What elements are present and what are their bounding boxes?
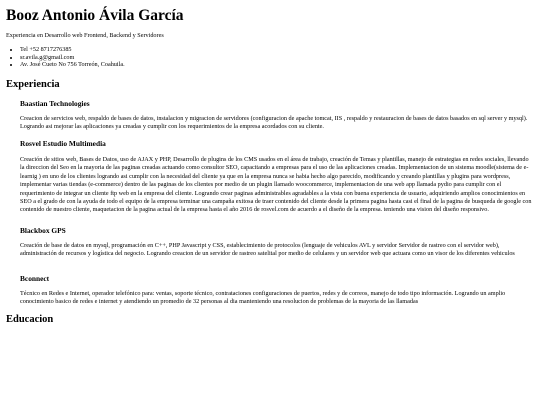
job-title-blackbox: Blackbox GPS	[20, 226, 66, 235]
contact-address: • Av. José Cueto No 756 Torreón, Coahuila.	[20, 61, 125, 69]
job-title-bconnect: Bconnect	[20, 274, 50, 283]
experience-heading: Experiencia	[6, 79, 60, 90]
job-description-rosvel: Creación de sitios web, Bases de Datos, uso de AJAX y PHP, Desarrollo de plugins de los CMS usados en el área de trabajo, creación de Temas y plantillas, manejo de estrategias en redes sociales, llevando la direccion del Seo en la mayoria de las paginas creadas actuando como consultor SEO, capacitando a empresas para el uso de las aplicaciones creadas. Implementacion de un sistema moodle(sistema de e-learnig ) en uno de los clientes logrando asi cumplir con la necesidad del cliente ya que en la empresa nunca se habia hecho algo parecido, modificando y creando plantillas y plugins para wordpress, implementar varias tiendas (e-commerce) dentro de las paginas de los clientes por medio de un plugin llamado woocommerce, implementacion de una web app llamada pydio para cumplir con el requerimiento de integrar un cliente ftp web en la empresa del cliente. Logrando crear paginas administrables agradables a la vista con buena experiencia de usuario, adquiriendo amplios conocimientos en SEO a el grado de con la ayuda de todo el equipo de la empresa terminar una campaña exitosa de traer contenido del cliente desde la primera pagina hasta casi el final de la pagina de busqueda de google con contenido de nuestro cliente, maquetacion de la pagina actual de la empresa hasta el año 2016 de rosvel.com de acuerdo a el diseño de la empresa. teniendo una vision del diseño responsivo.	[20, 156, 532, 214]
job-description-blackbox: Creación de base de datos en mysql, programación en C++, PHP Javascript y CSS, establecimiento de protocolos (lenguaje de vehiculos AVL y servidor Servidor de rastreo con el servidor web), administración de recursos y logística del negocio. Logrando creacion de un servidor de rastreo satelital por medio de celulares y un servidor web que actuara como un visor de los diferentes vehiculos	[20, 242, 515, 258]
contact-email: • sr.avila.g@gmail.com	[20, 54, 125, 62]
contact-list	[6, 46, 125, 69]
tagline: Experiencia en Desarrollo web Frontend, Backend y Servidores	[6, 32, 164, 39]
contact-phone: • Tel +52 8717276385	[20, 46, 125, 54]
page-title: Booz Antonio Ávila García	[6, 7, 184, 24]
education-heading: Educacion	[6, 314, 54, 325]
job-description-baastian: Creacion de servicios web, respaldo de bases de datos, instalacion y migracion de servidores (configuracion de apache tomcat, IIS , respaldo y restauracion de bases de datos basados en sql server y mysql). Logrando asi mejorar las aplicaciones ya creadas y cumplir con los requerimientos de la empresa acordados con su cliente.	[20, 115, 528, 131]
job-title-rosvel: Rosvel Estudio Multimedia	[20, 139, 106, 148]
job-title-baastian: Baastian Technologies	[20, 99, 90, 108]
job-description-bconnect: Técnico en Redes e Internet, operador telefónico para: ventas, soporte técnico, contrataciones configuraciones de puertos, redes y de correos, manejo de todo tipo información. Logrando un amplio conocimiento basico de redes e internet y atendiendo un promedio de 32 personas al dia manteniendo una resolucion de problemas de la mayoria de las llamadas	[20, 290, 506, 306]
